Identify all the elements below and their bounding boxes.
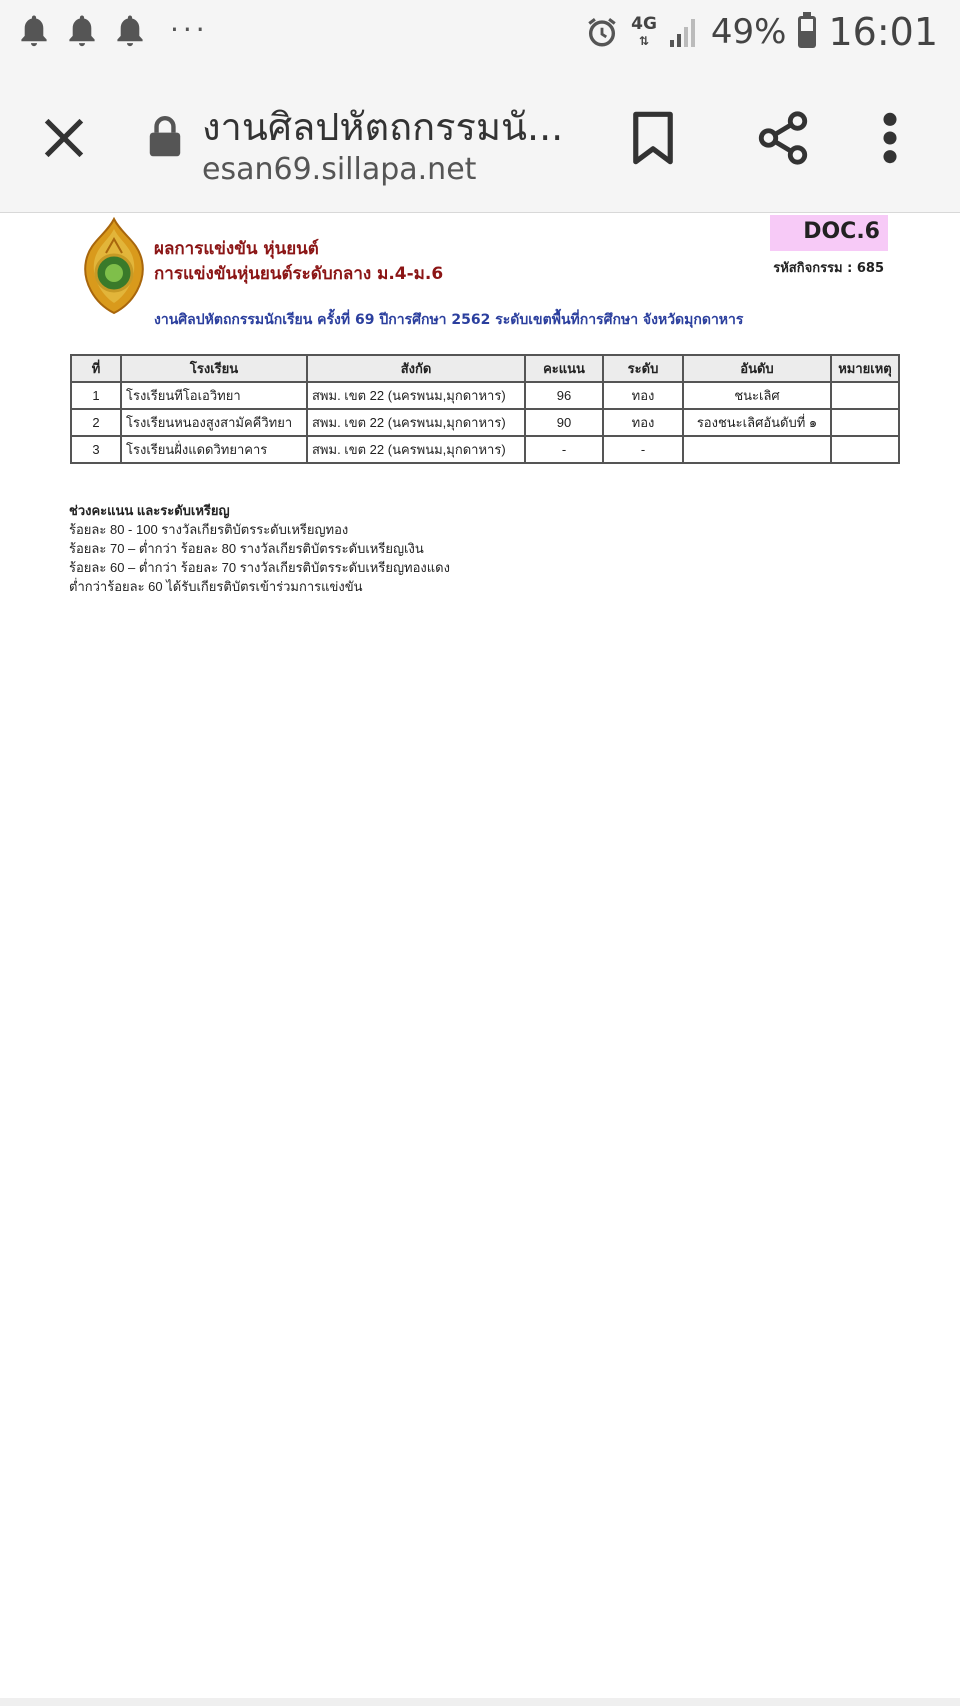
more-options-icon[interactable] bbox=[880, 110, 900, 166]
table-row bbox=[71, 382, 899, 409]
status-bar bbox=[0, 0, 960, 66]
lock-icon[interactable] bbox=[148, 114, 182, 158]
results-table bbox=[70, 354, 900, 464]
signal-icon bbox=[669, 16, 699, 48]
col-affiliation: สังกัด bbox=[307, 355, 525, 382]
table-header-row bbox=[71, 355, 899, 382]
row-no: 1 bbox=[71, 382, 121, 409]
col-no: ที่ bbox=[71, 355, 121, 382]
row-level: ทอง bbox=[603, 409, 683, 436]
doc-label: DOC.6 bbox=[803, 219, 880, 244]
more-notifications: ··· bbox=[170, 12, 209, 46]
activity-code: รหัสกิจกรรม : 685 bbox=[773, 261, 884, 276]
legend-line: ต่ำกว่าร้อยละ 60 ได้รับเกียรติบัตรเข้าร่วมการแข่งขัน bbox=[69, 579, 363, 594]
page-url[interactable]: esan69.sillapa.net bbox=[202, 152, 477, 187]
result-heading: ผลการแข่งขัน หุ่นยนต์ bbox=[154, 239, 319, 259]
bell-icon bbox=[112, 12, 148, 52]
row-score: 90 bbox=[525, 409, 603, 436]
score-legend bbox=[69, 501, 450, 596]
clock: 16:01 bbox=[828, 10, 938, 54]
row-rank: ชนะเลิศ bbox=[683, 382, 831, 409]
notification-icons bbox=[16, 12, 209, 52]
col-school: โรงเรียน bbox=[121, 355, 307, 382]
row-no: 3 bbox=[71, 436, 121, 463]
competition-heading: การแข่งขันหุ่นยนต์ระดับกลาง ม.4-ม.6 bbox=[154, 264, 444, 284]
data-arrows-icon: ⇅ bbox=[638, 33, 650, 48]
row-note bbox=[831, 436, 899, 463]
system-status bbox=[585, 10, 938, 54]
doc-badge bbox=[770, 215, 888, 251]
emblem-logo bbox=[76, 217, 152, 317]
battery-icon bbox=[798, 16, 816, 48]
legend-line: ร้อยละ 70 – ต่ำกว่า ร้อยละ 80 รางวัลเกียรติบัตรระดับเหรียญเงิน bbox=[69, 541, 424, 556]
event-subtitle: งานศิลปหัตถกรรมนักเรียน ครั้งที่ 69 ปีการศึกษา 2562 ระดับเขตพื้นที่การศึกษา จังหวัดมุกดาหาร bbox=[154, 312, 744, 328]
col-level: ระดับ bbox=[603, 355, 683, 382]
row-level: - bbox=[603, 436, 683, 463]
table-row bbox=[71, 436, 899, 463]
close-icon[interactable] bbox=[38, 112, 90, 164]
bookmark-icon[interactable] bbox=[630, 110, 676, 166]
bell-icon bbox=[16, 12, 52, 52]
network-type: 4G ⇅ bbox=[631, 13, 657, 48]
row-rank: รองชนะเลิศอันดับที่ ๑ bbox=[683, 409, 831, 436]
row-note bbox=[831, 382, 899, 409]
row-rank bbox=[683, 436, 831, 463]
browser-toolbar bbox=[0, 66, 960, 213]
col-rank: อันดับ bbox=[683, 355, 831, 382]
row-school: โรงเรียนหนองสูงสามัคคีวิทยา bbox=[121, 409, 307, 436]
row-affiliation: สพม. เขต 22 (นครพนม,มุกดาหาร) bbox=[307, 436, 525, 463]
row-no: 2 bbox=[71, 409, 121, 436]
share-icon[interactable] bbox=[754, 108, 812, 168]
row-note bbox=[831, 409, 899, 436]
row-school: โรงเรียนฝั่งแดดวิทยาคาร bbox=[121, 436, 307, 463]
row-score: 96 bbox=[525, 382, 603, 409]
legend-title: ช่วงคะแนน และระดับเหรียญ bbox=[69, 503, 230, 518]
navigation-bar-edge bbox=[0, 1698, 960, 1706]
col-note: หมายเหตุ bbox=[831, 355, 899, 382]
alarm-icon bbox=[585, 15, 619, 49]
col-score: คะแนน bbox=[525, 355, 603, 382]
battery-percent: 49% bbox=[710, 12, 787, 52]
row-affiliation: สพม. เขต 22 (นครพนม,มุกดาหาร) bbox=[307, 382, 525, 409]
row-level: ทอง bbox=[603, 382, 683, 409]
table-row bbox=[71, 409, 899, 436]
legend-line: ร้อยละ 60 – ต่ำกว่า ร้อยละ 70 รางวัลเกียรติบัตรระดับเหรียญทองแดง bbox=[69, 560, 450, 575]
row-score: - bbox=[525, 436, 603, 463]
legend-line: ร้อยละ 80 - 100 รางวัลเกียรติบัตรระดับเหรียญทอง bbox=[69, 522, 349, 537]
bell-icon bbox=[64, 12, 100, 52]
page-title: งานศิลปหัตถกรรมนั... bbox=[202, 105, 564, 149]
row-school: โรงเรียนทีโอเอวิทยา bbox=[121, 382, 307, 409]
document-page bbox=[0, 213, 960, 1706]
row-affiliation: สพม. เขต 22 (นครพนม,มุกดาหาร) bbox=[307, 409, 525, 436]
